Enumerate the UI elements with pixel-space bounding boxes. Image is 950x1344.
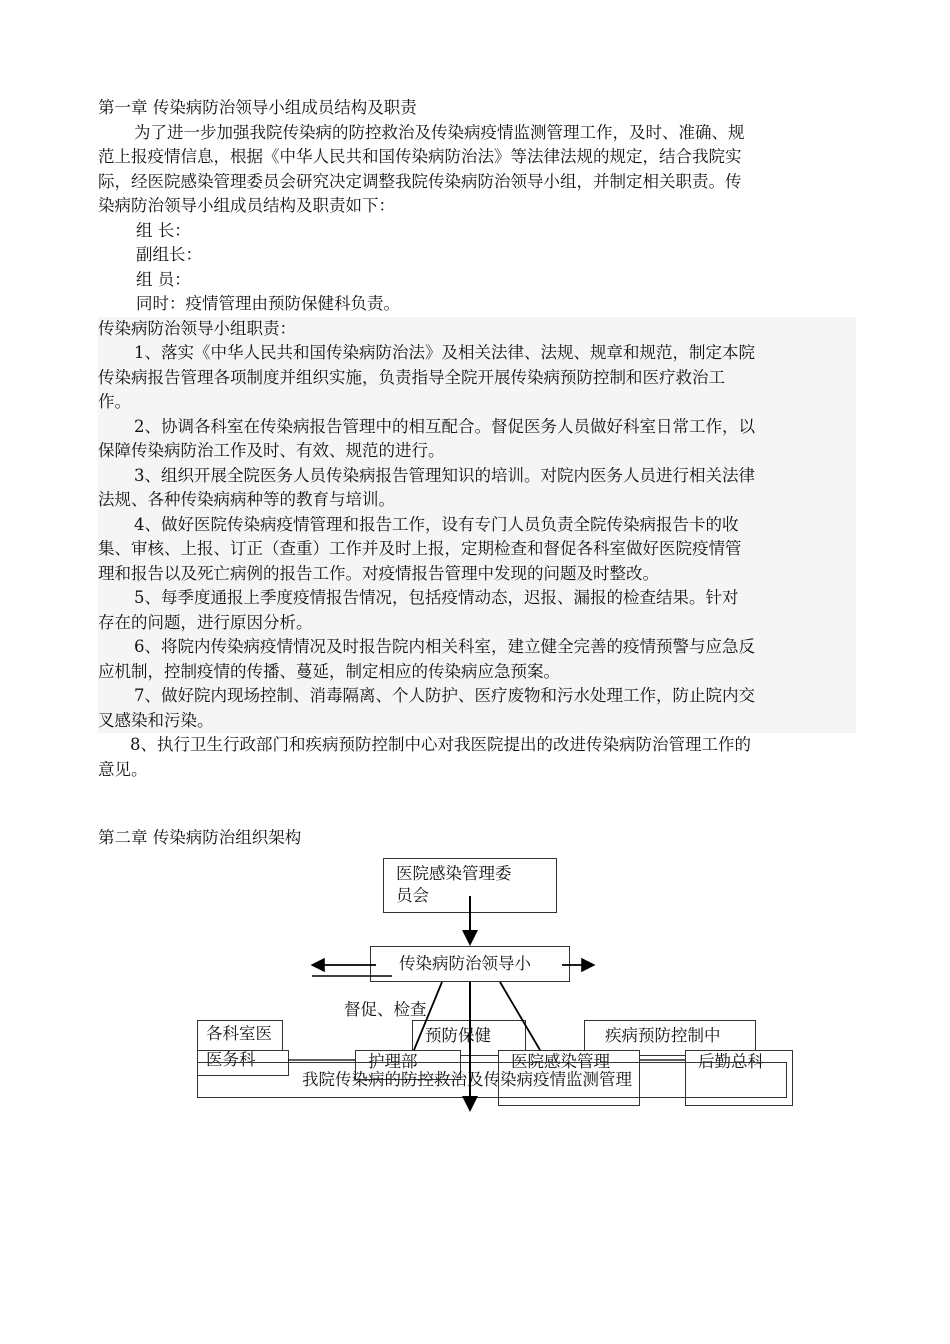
duty-line: 1、落实《中华人民共和国传染病防治法》及相关法律、法规、规章和规范，制定本院: [134, 343, 755, 362]
member-staff: 组 员：: [136, 269, 191, 289]
member-note: 同时：疫情管理由预防保健科负责。: [136, 294, 400, 313]
supervise-label: 督促、检查: [344, 1000, 427, 1019]
connector-to-nursing: [414, 982, 442, 1050]
chapter1-title: 第一章 传染病防治领导小组成员结构及职责: [98, 98, 417, 117]
duty-line: 叉感染和污染。: [98, 710, 214, 730]
duty-line: 传染病报告管理各项制度并组织实施，负责指导全院开展传染病预防控制和医疗救治工: [98, 367, 725, 387]
duty-line: 4、做好医院传染病疫情管理和报告工作，设有专门人员负责全院传染病报告卡的收: [134, 514, 739, 534]
duty-line: 意见。: [98, 759, 148, 779]
intro-line: 为了进一步加强我院传染病的防控救治及传染病疫情监测管理工作，及时、准确、规: [134, 122, 745, 142]
org-box-label: 预防保健: [425, 1026, 491, 1045]
duty-line: 作。: [98, 392, 131, 411]
org-box-label: 护理部: [368, 1052, 418, 1071]
duty-line: 法规、各种传染病病种等的教育与培训。: [98, 490, 395, 509]
org-box-label: 传染病防治领导小: [399, 954, 531, 973]
duty-line: 7、做好院内现场控制、消毒隔离、个人防护、医疗废物和污水处理工作，防止院内交: [134, 686, 755, 705]
intro-line: 染病防治领导小组成员结构及职责如下：: [98, 196, 395, 215]
duty-line: 存在的问题，进行原因分析。: [98, 612, 313, 632]
org-box-label: 医院感染管理: [511, 1052, 610, 1071]
org-box-label: 后勤总科: [698, 1052, 764, 1071]
org-box-label: 医务科: [206, 1050, 256, 1069]
org-box-label: 我院传染病的防控救治及传染病疫情监测管理: [302, 1070, 632, 1089]
member-deputy: 副组长：: [136, 245, 202, 264]
member-leader: 组 长：: [136, 220, 191, 240]
intro-line: 际，经医院感染管理委员会研究决定调整我院传染病防治领导小组，并制定相关职责。传: [98, 171, 742, 191]
duty-line: 集、审核、上报、订正（查重）工作并及时上报，定期检查和督促各科室做好医院疫情管: [98, 539, 742, 558]
connector-to-infection: [500, 982, 540, 1050]
duty-line: 理和报告以及死亡病例的报告工作。对疫情报告管理中发现的问题及时整改。: [98, 563, 659, 583]
duty-line: 保障传染病防治工作及时、有效、规范的进行。: [98, 441, 445, 460]
intro-line: 范上报疫情信息，根据《中华人民共和国传染病防治法》等法律法规的规定，结合我院实: [98, 147, 742, 166]
duty-line: 8、执行卫生行政部门和疾病预防控制中心对我医院提出的改进传染病防治管理工作的: [130, 735, 751, 754]
chapter2-title: 第二章 传染病防治组织架构: [98, 828, 302, 847]
org-box-label: 疾病预防控制中: [605, 1026, 721, 1045]
duty-line: 2、协调各科室在传染病报告管理中的相互配合。督促医务人员做好科室日常工作，以: [134, 416, 755, 436]
org-box-label: 医院感染管理委: [396, 864, 512, 883]
duty-line: 5、每季度通报上季度疫情报告情况，包括疫情动态，迟报、漏报的检查结果。针对: [134, 588, 739, 607]
duties-title: 传染病防治领导小组职责：: [98, 318, 296, 338]
org-box-label: 员会: [396, 886, 429, 905]
org-box-label: 各科室医: [206, 1024, 272, 1043]
duty-line: 3、组织开展全院医务人员传染病报告管理知识的培训。对院内医务人员进行相关法律: [134, 465, 755, 485]
duty-line: 应机制，控制疫情的传播、蔓延，制定相应的传染病应急预案。: [98, 661, 560, 681]
duty-line: 6、将院内传染病疫情情况及时报告院内相关科室，建立健全完善的疫情预警与应急反: [134, 637, 755, 656]
